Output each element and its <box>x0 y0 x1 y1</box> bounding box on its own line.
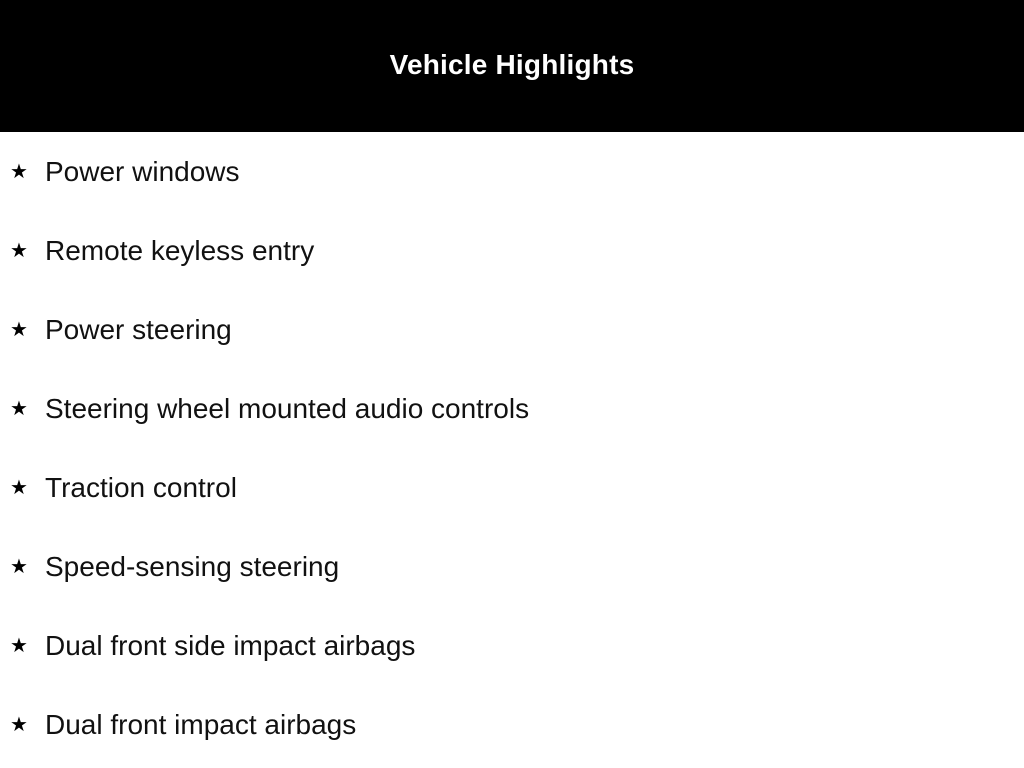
list-item-label: Speed-sensing steering <box>45 551 340 582</box>
list-item <box>0 626 1024 666</box>
list-item <box>0 310 1024 350</box>
star-icon: ★ <box>10 238 28 262</box>
list-item-label: Remote keyless entry <box>45 235 315 266</box>
star-icon: ★ <box>10 712 28 736</box>
list-item <box>0 231 1024 271</box>
list-item-label: Traction control <box>45 472 237 503</box>
list-item-label: Power windows <box>45 156 240 187</box>
header-bar <box>0 0 1024 132</box>
star-icon: ★ <box>10 159 28 183</box>
list-item-label: Power steering <box>45 314 232 345</box>
star-icon: ★ <box>10 317 28 341</box>
list-item-label: Steering wheel mounted audio controls <box>45 393 530 424</box>
list-item <box>0 389 1024 429</box>
list-item-label: Dual front side impact airbags <box>45 630 416 661</box>
star-icon: ★ <box>10 396 28 420</box>
list-item <box>0 547 1024 587</box>
list-item <box>0 468 1024 508</box>
page-title: Vehicle Highlights <box>389 49 635 80</box>
star-icon: ★ <box>10 475 28 499</box>
list-item <box>0 705 1024 745</box>
list-item-label: Dual front impact airbags <box>45 709 357 740</box>
star-icon: ★ <box>10 554 28 578</box>
list-item <box>0 152 1024 192</box>
star-icon: ★ <box>10 633 28 657</box>
